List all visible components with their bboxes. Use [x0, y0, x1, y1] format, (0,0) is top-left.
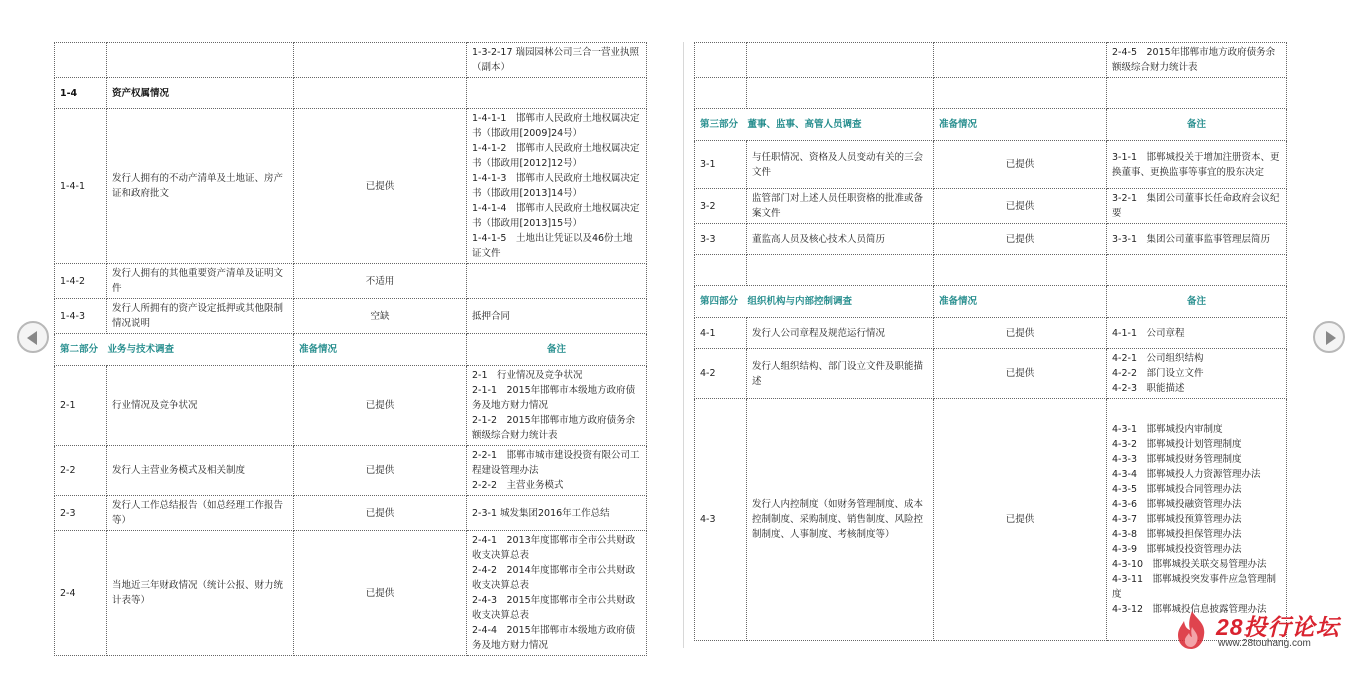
- item-status: [294, 78, 467, 109]
- section-title: 第四部分 组织机构与内部控制调查: [695, 286, 934, 318]
- section-note-header: 备注: [1107, 109, 1287, 141]
- item-description: 发行人拥有的其他重要资产清单及证明文件: [107, 264, 294, 299]
- note-line: 4-3-5 邯郸城投合同管理办法: [1112, 484, 1242, 495]
- note-line: 4-3-2 邯郸城投计划管理制度: [1112, 439, 1242, 450]
- table-row: [695, 255, 1287, 286]
- note-line: 1-4-1-4 邯郸市人民政府土地权属决定书（邯政用[2013]15号）: [472, 203, 640, 229]
- due-diligence-table-right: [694, 42, 1287, 641]
- item-status: 空缺: [294, 299, 467, 334]
- item-status: 已提供: [294, 366, 467, 446]
- item-code: [695, 78, 747, 109]
- section-header-row: [695, 286, 1287, 318]
- note-line: 1-4-1-3 邯郸市人民政府土地权属决定书（邯政用[2013]14号）: [472, 173, 640, 199]
- item-note: [1107, 255, 1287, 286]
- item-code: [695, 43, 747, 78]
- item-code: 3-3: [695, 224, 747, 255]
- item-status: 已提供: [934, 224, 1107, 255]
- item-status: 已提供: [934, 189, 1107, 224]
- item-note: [1107, 224, 1287, 255]
- due-diligence-table-left: [54, 42, 647, 656]
- note-line: 4-2-3 职能描述: [1112, 383, 1185, 394]
- table-row: [695, 189, 1287, 224]
- note-line: 4-3-1 邯郸城投内审制度: [1112, 424, 1223, 435]
- item-status: 已提供: [294, 109, 467, 264]
- item-description: 发行人组织结构、部门设立文件及职能描述: [747, 349, 934, 399]
- item-description: [747, 255, 934, 286]
- item-code: 4-1: [695, 318, 747, 349]
- item-status: 已提供: [934, 349, 1107, 399]
- item-description: [747, 78, 934, 109]
- note-line: 4-3-10 邯郸城投关联交易管理办法: [1112, 559, 1267, 570]
- note-line: 1-4-1-2 邯郸市人民政府土地权属决定书（邯政用[2012]12号）: [472, 143, 640, 169]
- item-note: [1107, 318, 1287, 349]
- item-note: [467, 496, 647, 531]
- next-page-button[interactable]: [1313, 321, 1345, 353]
- note-line: 4-3-6 邯郸城投融资管理办法: [1112, 499, 1242, 510]
- item-code: 2-4: [55, 531, 107, 656]
- table-row: [695, 399, 1287, 641]
- item-code: [695, 255, 747, 286]
- item-status: [294, 43, 467, 78]
- item-note: [467, 109, 647, 264]
- item-description: 发行人内控制度（如财务管理制度、成本控制制度、采购制度、销售制度、风险控制制度、人事制度、考核制度等）: [747, 399, 934, 641]
- table-row: [55, 446, 647, 496]
- section-note-header: 备注: [1107, 286, 1287, 318]
- item-note: [1107, 78, 1287, 109]
- note-line: 3-3-1 集团公司董事监事管理层简历: [1112, 233, 1270, 245]
- item-code: 2-1: [55, 366, 107, 446]
- item-code: 3-2: [695, 189, 747, 224]
- item-code: 3-1: [695, 141, 747, 189]
- item-note: [1107, 141, 1287, 189]
- note-line: 2-4-2 2014年度邯郸市全市公共财政收支决算总表: [472, 565, 636, 591]
- section-title: 第二部分 业务与技术调查: [55, 334, 294, 366]
- note-line: 3-2-1 集团公司董事长任命政府会议纪要: [1112, 193, 1280, 219]
- item-status: 不适用: [294, 264, 467, 299]
- item-code: 4-3: [695, 399, 747, 641]
- item-note: [1107, 349, 1287, 399]
- item-description: 发行人主营业务模式及相关制度: [107, 446, 294, 496]
- note-line: 2-4-4 2015年邯郸市本级地方政府债务及地方财力情况: [472, 625, 636, 651]
- item-description: 行业情况及竞争状况: [107, 366, 294, 446]
- item-status: [934, 78, 1107, 109]
- item-description: 发行人公司章程及规范运行情况: [747, 318, 934, 349]
- item-status: 已提供: [294, 446, 467, 496]
- item-code: [55, 43, 107, 78]
- previous-page-button[interactable]: [17, 321, 49, 353]
- item-description: 与任职情况、资格及人员变动有关的三会文件: [747, 141, 934, 189]
- item-description: 发行人所拥有的资产设定抵押或其他限制情况说明: [107, 299, 294, 334]
- note-line: 3-1-1 邯郸城投关于增加注册资本、更换董事、更换监事等事宜的股东决定: [1112, 151, 1280, 178]
- section-title: 第三部分 董事、监事、高管人员调查: [695, 109, 934, 141]
- item-note: [467, 446, 647, 496]
- note-line: 4-3-11 邯郸城投突发事件应急管理制度: [1112, 574, 1277, 600]
- note-line: 2-4-3 2015年度邯郸市全市公共财政收支决算总表: [472, 595, 636, 621]
- note-line: 2-1-2 2015年邯郸市地方政府债务余额级综合财力统计表: [472, 415, 636, 441]
- note-line: 4-3-4 邯郸城投人力资源管理办法: [1112, 469, 1261, 480]
- note-line: 4-2-2 部门设立文件: [1112, 368, 1204, 379]
- note-line: 2-4-5 2015年邯郸市地方政府债务余额级综合财力统计表: [1112, 47, 1276, 73]
- section-status-header: 准备情况: [934, 109, 1107, 141]
- item-code: 1-4: [55, 78, 107, 109]
- table-row: [55, 496, 647, 531]
- item-description: 董监高人员及核心技术人员简历: [747, 224, 934, 255]
- table-row: [55, 299, 647, 334]
- table-row: [55, 366, 647, 446]
- item-code: 2-3: [55, 496, 107, 531]
- note-line: 4-3-3 邯郸城投财务管理制度: [1112, 454, 1242, 465]
- watermark-title: 28投行论坛: [1216, 614, 1340, 640]
- note-line: 4-3-9 邯郸城投投资管理办法: [1112, 544, 1242, 555]
- note-line: 4-3-8 邯郸城投担保管理办法: [1112, 529, 1242, 540]
- item-note: [1107, 43, 1287, 78]
- note-line: 2-3-1 城发集团2016年工作总结: [472, 507, 610, 519]
- item-status: [934, 255, 1107, 286]
- item-status: 已提供: [294, 496, 467, 531]
- section-status-header: 准备情况: [294, 334, 467, 366]
- item-note: [467, 264, 647, 299]
- item-description: 资产权属情况: [107, 78, 294, 109]
- table-row: [695, 78, 1287, 109]
- note-line: 4-3-12 邯郸城投信息披露管理办法: [1112, 604, 1267, 615]
- table-row: [695, 141, 1287, 189]
- watermark-url: www.28touhang.com: [1218, 638, 1311, 649]
- table-row: [55, 264, 647, 299]
- item-code: 1-4-3: [55, 299, 107, 334]
- table-row: [55, 43, 647, 78]
- note-line: 4-3-7 邯郸城投预算管理办法: [1112, 514, 1242, 525]
- watermark-logo: [1172, 607, 1342, 653]
- item-code: 1-4-2: [55, 264, 107, 299]
- item-note: [467, 299, 647, 334]
- item-note: [1107, 189, 1287, 224]
- item-status: 已提供: [934, 399, 1107, 641]
- note-line: 抵押合同: [472, 310, 511, 322]
- section-header-row: [695, 109, 1287, 141]
- left-page: [54, 42, 646, 656]
- note-line: 2-1-1 2015年邯郸市本级地方政府债务及地方财力情况: [472, 385, 636, 411]
- section-status-header: 准备情况: [934, 286, 1107, 318]
- item-code: 4-2: [695, 349, 747, 399]
- item-description: 监管部门对上述人员任职资格的批准或备案文件: [747, 189, 934, 224]
- page-divider: [683, 42, 684, 648]
- item-note: [467, 78, 647, 109]
- arrow-left-icon: [27, 331, 37, 345]
- note-line: 2-2-1 邯郸市城市建设投资有限公司工程建设管理办法: [472, 450, 640, 476]
- item-note: [467, 531, 647, 656]
- note-line: 1-4-1-1 邯郸市人民政府土地权属决定书（邯政用[2009]24号）: [472, 113, 640, 139]
- item-status: [934, 43, 1107, 78]
- table-row: [695, 224, 1287, 255]
- item-note: [467, 366, 647, 446]
- item-status: 已提供: [934, 318, 1107, 349]
- note-line: 4-1-1 公司章程: [1112, 327, 1185, 339]
- note-line: 4-2-1 公司组织结构: [1112, 353, 1204, 364]
- section-note-header: 备注: [467, 334, 647, 366]
- item-note: [1107, 399, 1287, 641]
- section-header-row: [55, 334, 647, 366]
- note-line: 2-4-1 2013年度邯郸市全市公共财政收支决算总表: [472, 535, 636, 561]
- item-description: 发行人工作总结报告（如总经理工作报告等）: [107, 496, 294, 531]
- note-line: 2-1 行业情况及竞争状况: [472, 370, 583, 381]
- item-description: 当地近三年财政情况（统计公报、财力统计表等）: [107, 531, 294, 656]
- item-status: 已提供: [934, 141, 1107, 189]
- item-description: [747, 43, 934, 78]
- table-row: [55, 531, 647, 656]
- item-code: 1-4-1: [55, 109, 107, 264]
- item-status: 已提供: [294, 531, 467, 656]
- right-page: [694, 42, 1286, 641]
- note-line: 1-4-1-5 土地出让凭证以及46份土地证文件: [472, 233, 633, 259]
- flame-logo-icon: [1172, 609, 1212, 651]
- table-row: [695, 318, 1287, 349]
- table-row: [55, 78, 647, 109]
- note-line: 1-3-2-17 瑞园园林公司三合一营业执照（副本）: [472, 47, 640, 73]
- table-row: [55, 109, 647, 264]
- item-description: [107, 43, 294, 78]
- note-line: 2-2-2 主营业务模式: [472, 480, 564, 491]
- table-row: [695, 349, 1287, 399]
- table-row: [695, 43, 1287, 78]
- item-code: 2-2: [55, 446, 107, 496]
- item-note: [467, 43, 647, 78]
- item-description: 发行人拥有的不动产清单及土地证、房产证和政府批文: [107, 109, 294, 264]
- arrow-right-icon: [1326, 331, 1336, 345]
